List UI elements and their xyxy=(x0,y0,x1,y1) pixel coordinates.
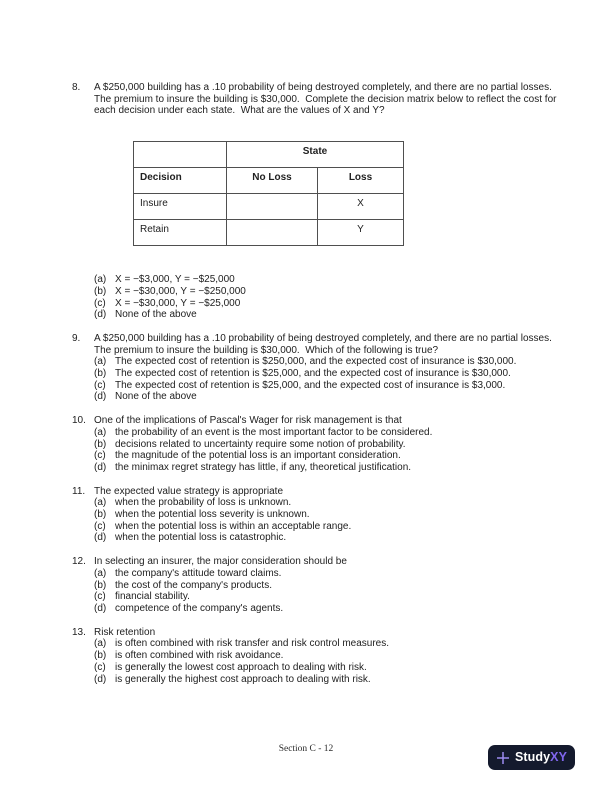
question-body xyxy=(94,486,558,545)
option-text: X = −$30,000, Y = −$25,000 xyxy=(115,297,241,309)
question-body xyxy=(94,556,558,615)
options-group xyxy=(94,568,558,615)
corner-cell xyxy=(134,142,227,168)
question-8 xyxy=(72,82,558,321)
option-a xyxy=(94,638,558,650)
question-body xyxy=(94,415,558,474)
brand-wordmark xyxy=(514,749,568,764)
option-text: when the probability of loss is unknown. xyxy=(115,497,292,509)
options-group xyxy=(94,274,558,321)
option-text: X = −$3,000, Y = −$25,000 xyxy=(115,274,235,286)
option-letter: (d) xyxy=(94,309,107,321)
option-letter: (b) xyxy=(94,650,107,662)
option-text: the magnitude of the potential loss is an important consideration. xyxy=(115,450,401,462)
state-header-cell: State xyxy=(227,142,404,168)
question-body xyxy=(94,627,558,686)
option-b xyxy=(94,580,558,592)
option-text: None of the above xyxy=(115,309,197,321)
brand-name-accent: XY xyxy=(550,749,568,764)
option-c xyxy=(94,380,558,392)
question-list xyxy=(72,82,558,685)
option-text: decisions related to uncertainty require some notion of probability. xyxy=(115,438,406,450)
table-row xyxy=(134,220,404,246)
retain-noloss-cell xyxy=(227,220,318,246)
option-c xyxy=(94,591,558,603)
option-letter: (c) xyxy=(94,297,106,309)
option-letter: (c) xyxy=(94,379,106,391)
option-d xyxy=(94,391,558,403)
option-text: The expected cost of retention is $25,000, and the expected cost of insurance is $3,000. xyxy=(115,379,506,391)
table-row xyxy=(134,194,404,220)
option-letter: (d) xyxy=(94,461,107,473)
option-d xyxy=(94,462,558,474)
question-body xyxy=(94,333,558,403)
option-text: is generally the lowest cost approach to dealing with risk. xyxy=(115,661,367,673)
option-text: financial stability. xyxy=(115,591,190,603)
option-letter: (a) xyxy=(94,356,107,368)
question-number: 10. xyxy=(72,415,86,427)
options-group xyxy=(94,497,558,544)
option-letter: (d) xyxy=(94,532,107,544)
question-number: 8. xyxy=(72,82,81,93)
decision-matrix-table xyxy=(133,141,404,246)
option-text: the minimax regret strategy has little, if any, theoretical justification. xyxy=(115,461,412,473)
option-c xyxy=(94,450,558,462)
option-text: X = −$30,000, Y = −$250,000 xyxy=(115,285,246,297)
question-13 xyxy=(72,627,558,686)
option-a xyxy=(94,497,558,509)
decision-header-cell: Decision xyxy=(134,168,227,194)
option-text: is often combined with risk avoidance. xyxy=(115,650,284,662)
option-letter: (a) xyxy=(94,426,107,438)
question-body xyxy=(94,82,558,321)
option-letter: (c) xyxy=(94,450,106,462)
option-text: is generally the highest cost approach to dealing with risk. xyxy=(115,673,371,685)
plus-icon xyxy=(496,751,515,765)
option-b xyxy=(94,368,558,380)
option-text: None of the above xyxy=(115,391,197,403)
options-group xyxy=(94,638,558,685)
option-c xyxy=(94,521,558,533)
option-text: The expected cost of retention is $25,000, and the expected cost of insurance is $30,000. xyxy=(115,368,511,380)
option-letter: (a) xyxy=(94,274,107,286)
option-text: when the potential loss is catastrophic. xyxy=(115,532,287,544)
question-11 xyxy=(72,486,558,545)
option-text: the probability of an event is the most important factor to be considered. xyxy=(115,426,433,438)
option-b xyxy=(94,286,558,298)
option-a xyxy=(94,427,558,439)
option-letter: (b) xyxy=(94,509,107,521)
option-b xyxy=(94,439,558,451)
brand-name-primary: Study xyxy=(514,749,551,764)
options-group xyxy=(94,427,558,474)
option-letter: (a) xyxy=(94,567,107,579)
insure-noloss-cell xyxy=(227,194,318,220)
option-text: competence of the company's agents. xyxy=(115,602,284,614)
question-stem: A $250,000 building has a .10 probability of being destroyed completely, and there are no partial losses. The premium to insure the building is $30,000. Which of the following is true? xyxy=(94,332,558,356)
option-letter: (a) xyxy=(94,638,107,650)
options-group xyxy=(94,356,558,403)
option-d xyxy=(94,603,558,615)
question-number: 12. xyxy=(72,556,86,568)
question-stem: A $250,000 building has a .10 probability of being destroyed completely, and there are no partial losses. The premium to insure the building is $30,000. Complete the decision matrix below to reflect the cost for each decision under each state. What are the values of X and Y? xyxy=(94,82,560,117)
option-letter: (b) xyxy=(94,285,107,297)
option-letter: (c) xyxy=(94,591,106,603)
option-text: the cost of the company's products. xyxy=(115,579,272,591)
option-letter: (c) xyxy=(94,661,106,673)
question-12 xyxy=(72,556,558,615)
option-letter: (b) xyxy=(94,579,107,591)
question-stem: In selecting an insurer, the major consideration should be xyxy=(94,556,347,568)
table-row xyxy=(134,168,404,194)
option-text: The expected cost of retention is $250,000, and the expected cost of insurance is $30,000. xyxy=(115,356,517,368)
option-c xyxy=(94,662,558,674)
option-c xyxy=(94,298,558,310)
option-d xyxy=(94,674,558,686)
retain-row-label: Retain xyxy=(134,220,227,246)
no-loss-header-cell: No Loss xyxy=(227,168,318,194)
option-letter: (a) xyxy=(94,497,107,509)
option-text: is often combined with risk transfer and risk control measures. xyxy=(115,638,389,650)
table-row xyxy=(134,142,404,168)
studyxy-logo xyxy=(488,745,575,770)
option-b xyxy=(94,650,558,662)
question-number: 9. xyxy=(72,332,81,344)
option-letter: (d) xyxy=(94,673,107,685)
insure-loss-value: X xyxy=(318,194,404,220)
option-text: the company's attitude toward claims. xyxy=(115,567,282,579)
option-a xyxy=(94,274,558,286)
question-number: 11. xyxy=(72,485,86,497)
question-stem: Risk retention xyxy=(94,626,156,638)
insure-row-label: Insure xyxy=(134,194,227,220)
question-10 xyxy=(72,415,558,474)
option-a xyxy=(94,568,558,580)
page-number-footer: Section C - 12 xyxy=(278,744,334,754)
option-letter: (d) xyxy=(94,602,107,614)
option-text: when the potential loss is within an acceptable range. xyxy=(115,520,352,532)
question-9 xyxy=(72,333,558,403)
loss-header-cell: Loss xyxy=(318,168,404,194)
option-letter: (c) xyxy=(94,520,106,532)
retain-loss-value: Y xyxy=(318,220,404,246)
option-letter: (b) xyxy=(94,438,107,450)
option-d xyxy=(94,532,558,544)
option-a xyxy=(94,356,558,368)
question-stem: The expected value strategy is appropriate xyxy=(94,485,283,497)
option-letter: (d) xyxy=(94,391,107,403)
option-d xyxy=(94,309,558,321)
option-letter: (b) xyxy=(94,368,107,380)
question-number: 13. xyxy=(72,626,86,638)
option-b xyxy=(94,509,558,521)
question-stem: One of the implications of Pascal's Wager for risk management is that xyxy=(94,415,402,427)
option-text: when the potential loss severity is unknown. xyxy=(115,509,310,521)
